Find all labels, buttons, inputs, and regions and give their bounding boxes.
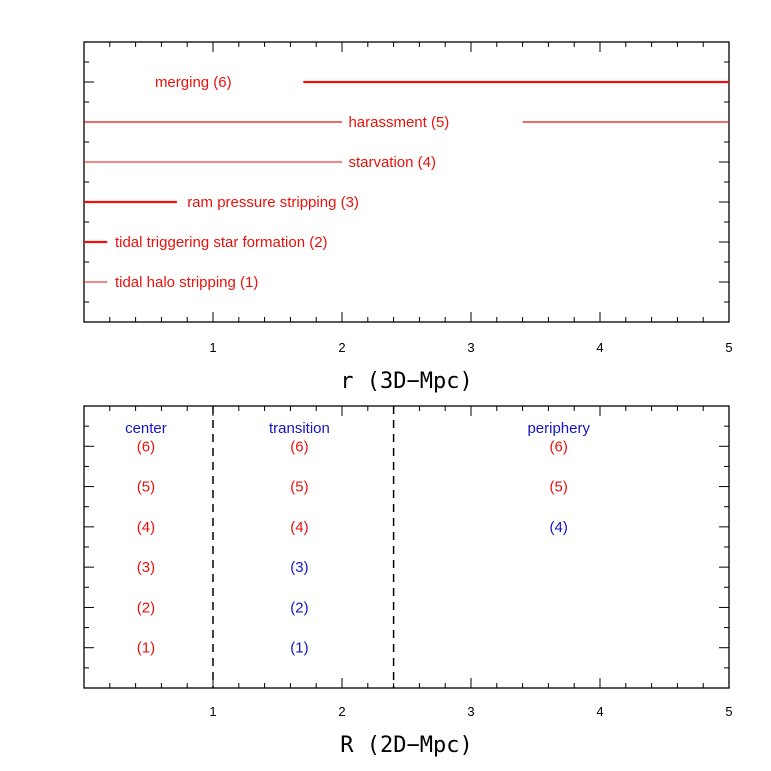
mechanism-label: starvation (4) — [348, 154, 436, 171]
mechanism-label: tidal triggering star formation (2) — [114, 234, 328, 251]
mechanism-marker: (2) — [136, 599, 156, 617]
mechanism-marker: (5) — [290, 478, 309, 496]
x-tick-label: 3 — [467, 704, 475, 719]
mechanism-marker: (1) — [290, 639, 309, 657]
mechanism-marker: (4) — [136, 518, 156, 536]
region-header: transition — [268, 420, 330, 437]
mechanism-marker: (3) — [290, 559, 309, 577]
mechanism-marker: (2) — [290, 599, 309, 617]
x-tick-label: 3 — [467, 340, 475, 355]
x-tick-label: 4 — [596, 340, 604, 355]
x-tick-label: 2 — [338, 340, 346, 355]
x-tick-label: 4 — [596, 704, 604, 719]
x-tick-label: 1 — [209, 704, 217, 719]
x-axis-title: r (3D−Mpc) — [340, 369, 473, 394]
mechanism-marker: (4) — [290, 518, 309, 536]
region-header: center — [125, 420, 167, 437]
x-tick-label: 5 — [725, 704, 733, 719]
mechanism-label: tidal halo stripping (1) — [114, 274, 259, 291]
bottom-panel — [84, 406, 733, 758]
mechanism-label: ram pressure stripping (3) — [187, 194, 359, 211]
mechanism-marker: (6) — [136, 438, 156, 456]
mechanism-marker: (6) — [549, 438, 568, 456]
mechanism-marker: (5) — [136, 478, 156, 496]
top-panel — [84, 42, 733, 394]
mechanism-label: merging (6) — [154, 74, 232, 91]
x-tick-label: 2 — [338, 704, 346, 719]
mechanism-marker: (3) — [136, 559, 156, 577]
mechanism-marker: (5) — [549, 478, 568, 496]
mechanism-marker: (1) — [136, 639, 156, 657]
region-header: periphery — [527, 420, 590, 437]
plot-frame — [84, 406, 729, 688]
mechanism-marker: (6) — [290, 438, 309, 456]
x-tick-label: 1 — [209, 340, 217, 355]
mechanism-marker: (4) — [549, 518, 568, 536]
x-tick-label: 5 — [725, 340, 733, 355]
x-axis-title: R (2D−Mpc) — [340, 733, 473, 758]
mechanism-label: harassment (5) — [348, 114, 450, 131]
